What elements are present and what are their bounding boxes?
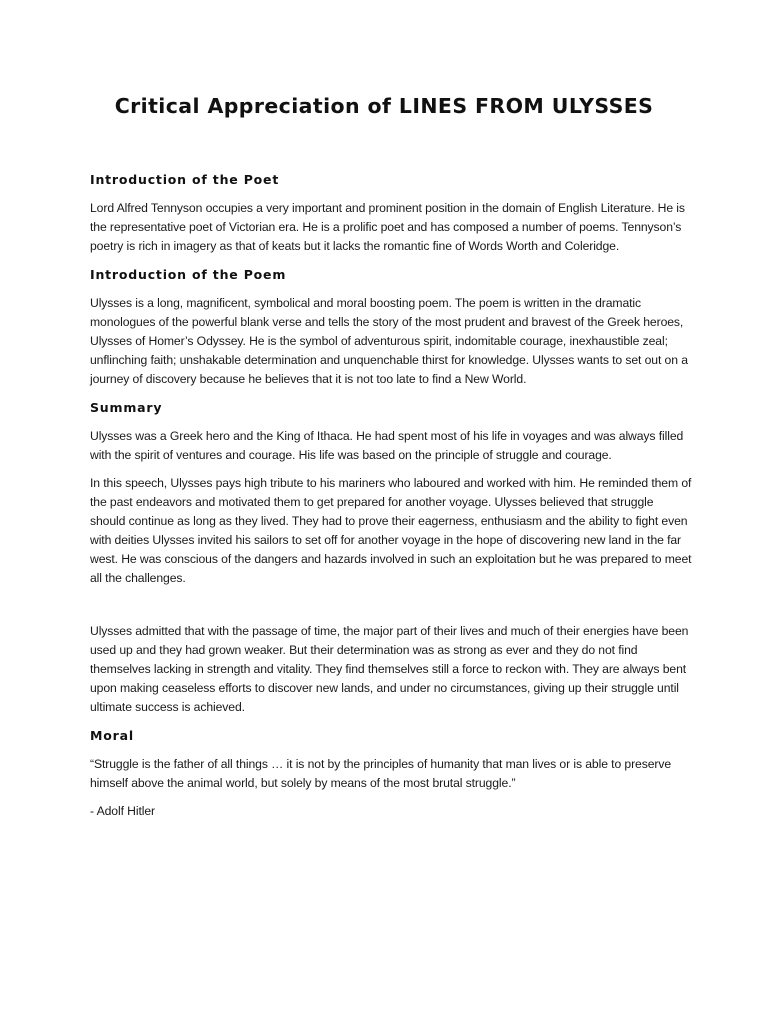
section-intro-poem [90, 265, 692, 389]
document-body [90, 170, 692, 830]
page-title: Critical Appreciation of LINES FROM ULYSSES [114, 94, 654, 118]
paragraph: Lord Alfred Tennyson occupies a very important and prominent position in the domain of English Literature. He is the representative poet of Victorian era. He is a prolific poet and has composed a number of poems. Tennyson’s poetry is rich in imagery as that of keats but it lacks the romantic fine of Words Worth and Coleridge. [90, 201, 685, 253]
spacer [90, 597, 692, 622]
paragraph: In this speech, Ulysses pays high tribute to his mariners who laboured and worked with him. He reminded them of the past endeavors and motivated them to get prepared for another voyage. Ulysses believed that struggle should continue as long as they lived. They had to prove their eagerness, enthusiasm and the ability to fight even with deities Ulysses invited his sailors to set off for another voyage in the hope of discovering new land in the far west. He was conscious of the dangers and hazards involved in such an exploitation but he was prepared to meet all the challenges. [90, 476, 692, 585]
moral-quote: “Struggle is the father of all things … it is not by the principles of humanity that man lives or is able to preserve himself above the animal world, but solely by means of the most brutal struggle.” [90, 757, 672, 790]
paragraph: Ulysses is a long, magnificent, symbolical and moral boosting poem. The poem is written in the dramatic monologues of the powerful blank verse and tells the story of the most prudent and bravest of the Greek heroes, Ulysses of Homer’s Odyssey. He is the symbol of adventurous spirit, indomitable courage, inexhaustible zeal; unflinching faith; unshakable determination and unquenchable thirst for knowledge. Ulysses wants to set out on a journey of discovery because he believes that it is not too late to find a New World. [90, 296, 688, 386]
quote-attribution: - Adolf Hitler [90, 804, 155, 818]
paragraph: Ulysses was a Greek hero and the King of Ithaca. He had spent most of his life in voyages and was always filled with the spirit of ventures and courage. His life was based on the principle of struggle and courage. [90, 429, 684, 462]
section-heading: Summary [90, 400, 163, 415]
section-moral [90, 726, 692, 821]
section-heading: Introduction of the Poet [90, 172, 280, 187]
section-heading: Introduction of the Poem [90, 267, 287, 282]
paragraph: Ulysses admitted that with the passage of time, the major part of their lives and much of their energies have been used up and they had grown weaker. But their determination was as strong as ever and they do not find themselves lacking in strength and vitality. They find themselves still a force to reckon with. They are always bent upon making ceaseless efforts to discover new lands, and under no circumstances, giving up their struggle until ultimate success is achieved. [90, 624, 689, 714]
section-heading: Moral [90, 728, 134, 743]
section-summary [90, 398, 692, 717]
section-intro-poet [90, 170, 692, 256]
